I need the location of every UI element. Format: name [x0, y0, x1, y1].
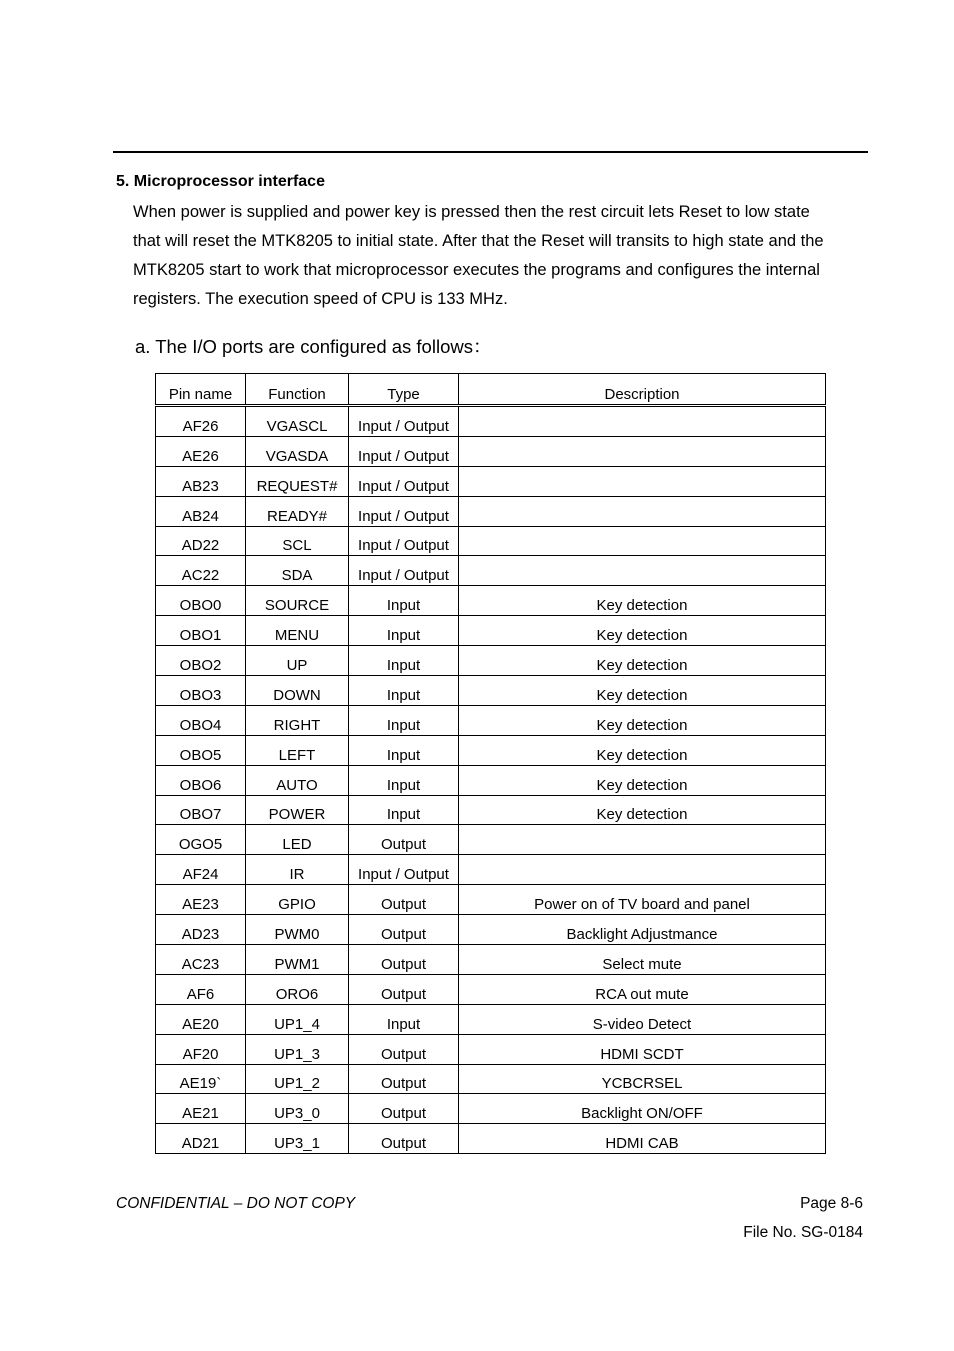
cell-type: Output — [349, 974, 459, 1004]
cell-description — [459, 436, 826, 466]
cell-description — [459, 825, 826, 855]
cell-pin-name: OBO5 — [156, 735, 246, 765]
cell-function: UP1_3 — [246, 1034, 349, 1064]
cell-function: POWER — [246, 795, 349, 825]
cell-description: Key detection — [459, 795, 826, 825]
cell-description: Key detection — [459, 676, 826, 706]
paragraph-line: registers. The execution speed of CPU is 133 MHz. — [133, 290, 508, 308]
cell-function: MENU — [246, 616, 349, 646]
header-pin-name: Pin name — [156, 374, 246, 406]
cell-type: Output — [349, 885, 459, 915]
cell-description — [459, 556, 826, 586]
cell-description: Key detection — [459, 586, 826, 616]
cell-function: LED — [246, 825, 349, 855]
cell-type: Input — [349, 646, 459, 676]
cell-pin-name: AF26 — [156, 406, 246, 437]
cell-pin-name: AE23 — [156, 885, 246, 915]
cell-description: S-video Detect — [459, 1004, 826, 1034]
table-row — [156, 586, 826, 616]
table-row — [156, 646, 826, 676]
cell-description: Key detection — [459, 765, 826, 795]
cell-function: PWM0 — [246, 915, 349, 945]
cell-pin-name: AE19` — [156, 1064, 246, 1094]
table-row — [156, 825, 826, 855]
cell-function: SCL — [246, 526, 349, 556]
cell-description — [459, 526, 826, 556]
table-body — [156, 406, 826, 1154]
section-paragraph — [133, 198, 873, 314]
cell-pin-name: OBO0 — [156, 586, 246, 616]
cell-pin-name: AC22 — [156, 556, 246, 586]
table-row — [156, 1034, 826, 1064]
file-number: File No. SG-0184 — [743, 1224, 863, 1241]
cell-pin-name: AE21 — [156, 1094, 246, 1124]
cell-type: Input / Output — [349, 496, 459, 526]
table-row — [156, 765, 826, 795]
cell-type: Input / Output — [349, 556, 459, 586]
cell-type: Output — [349, 1034, 459, 1064]
cell-pin-name: AD21 — [156, 1124, 246, 1154]
cell-function: LEFT — [246, 735, 349, 765]
table-row — [156, 974, 826, 1004]
cell-type: Input — [349, 795, 459, 825]
cell-function: READY# — [246, 496, 349, 526]
cell-type: Output — [349, 1064, 459, 1094]
header-function: Function — [246, 374, 349, 406]
cell-description: Key detection — [459, 646, 826, 676]
cell-function: VGASCL — [246, 406, 349, 437]
cell-description: Backlight Adjustmance — [459, 915, 826, 945]
header-description: Description — [459, 374, 826, 406]
io-ports-table — [155, 373, 826, 1154]
table-row — [156, 1124, 826, 1154]
cell-pin-name: AD23 — [156, 915, 246, 945]
cell-type: Input / Output — [349, 466, 459, 496]
cell-type: Output — [349, 825, 459, 855]
header-rule — [113, 151, 868, 153]
cell-function: REQUEST# — [246, 466, 349, 496]
cell-type: Input / Output — [349, 526, 459, 556]
cell-type: Input / Output — [349, 406, 459, 437]
table-header-row — [156, 374, 826, 406]
table-row — [156, 406, 826, 437]
cell-description: Backlight ON/OFF — [459, 1094, 826, 1124]
cell-description: RCA out mute — [459, 974, 826, 1004]
cell-description: Key detection — [459, 616, 826, 646]
cell-description: HDMI CAB — [459, 1124, 826, 1154]
cell-pin-name: AF24 — [156, 855, 246, 885]
cell-type: Input — [349, 705, 459, 735]
cell-description — [459, 406, 826, 437]
cell-pin-name: OBO1 — [156, 616, 246, 646]
table-row — [156, 1004, 826, 1034]
cell-function: UP3_0 — [246, 1094, 349, 1124]
table-row — [156, 616, 826, 646]
cell-description: YCBCRSEL — [459, 1064, 826, 1094]
cell-type: Input — [349, 586, 459, 616]
cell-function: SDA — [246, 556, 349, 586]
cell-pin-name: OBO7 — [156, 795, 246, 825]
table-row — [156, 795, 826, 825]
cell-type: Input — [349, 1004, 459, 1034]
table-row — [156, 705, 826, 735]
cell-function: ORO6 — [246, 974, 349, 1004]
cell-function: SOURCE — [246, 586, 349, 616]
cell-description: Key detection — [459, 705, 826, 735]
cell-description: Power on of TV board and panel — [459, 885, 826, 915]
table-row — [156, 885, 826, 915]
cell-pin-name: AE26 — [156, 436, 246, 466]
cell-function: PWM1 — [246, 945, 349, 975]
cell-type: Output — [349, 915, 459, 945]
section-heading: 5. Microprocessor interface — [116, 173, 325, 190]
table-row — [156, 1064, 826, 1094]
cell-pin-name: AF20 — [156, 1034, 246, 1064]
cell-description: HDMI SCDT — [459, 1034, 826, 1064]
cell-pin-name: AF6 — [156, 974, 246, 1004]
header-type: Type — [349, 374, 459, 406]
cell-pin-name: AE20 — [156, 1004, 246, 1034]
paragraph-line: that will reset the MTK8205 to initial state. After that the Reset will transits to high state and the — [133, 232, 824, 250]
cell-function: IR — [246, 855, 349, 885]
paragraph-line: When power is supplied and power key is pressed then the rest circuit lets Reset to low state — [133, 203, 810, 221]
cell-description — [459, 496, 826, 526]
cell-type: Output — [349, 945, 459, 975]
cell-function: UP — [246, 646, 349, 676]
cell-pin-name: OBO2 — [156, 646, 246, 676]
cell-type: Input — [349, 765, 459, 795]
cell-type: Input — [349, 616, 459, 646]
page-number: Page 8-6 — [800, 1195, 863, 1212]
table-row — [156, 676, 826, 706]
cell-function: UP1_2 — [246, 1064, 349, 1094]
cell-description — [459, 466, 826, 496]
cell-type: Output — [349, 1124, 459, 1154]
cell-function: UP3_1 — [246, 1124, 349, 1154]
cell-pin-name: OBO3 — [156, 676, 246, 706]
table-row — [156, 526, 826, 556]
cell-pin-name: AC23 — [156, 945, 246, 975]
table-row — [156, 496, 826, 526]
cell-function: GPIO — [246, 885, 349, 915]
cell-function: DOWN — [246, 676, 349, 706]
cell-description: Select mute — [459, 945, 826, 975]
confidential-notice: CONFIDENTIAL – DO NOT COPY — [116, 1195, 356, 1212]
cell-function: VGASDA — [246, 436, 349, 466]
cell-description — [459, 855, 826, 885]
cell-type: Input — [349, 676, 459, 706]
cell-type: Input / Output — [349, 855, 459, 885]
table-row — [156, 556, 826, 586]
table-row — [156, 735, 826, 765]
table-row — [156, 1094, 826, 1124]
cell-type: Input — [349, 735, 459, 765]
cell-type: Output — [349, 1094, 459, 1124]
cell-pin-name: AB24 — [156, 496, 246, 526]
cell-pin-name: OGO5 — [156, 825, 246, 855]
cell-pin-name: OBO4 — [156, 705, 246, 735]
table-row — [156, 466, 826, 496]
cell-pin-name: OBO6 — [156, 765, 246, 795]
cell-pin-name: AD22 — [156, 526, 246, 556]
cell-type: Input / Output — [349, 436, 459, 466]
cell-pin-name: AB23 — [156, 466, 246, 496]
table-row — [156, 855, 826, 885]
cell-function: RIGHT — [246, 705, 349, 735]
cell-description: Key detection — [459, 735, 826, 765]
cell-function: UP1_4 — [246, 1004, 349, 1034]
paragraph-line: MTK8205 start to work that microprocessor executes the programs and configures the internal — [133, 261, 820, 279]
table-row — [156, 915, 826, 945]
table-row — [156, 436, 826, 466]
table-row — [156, 945, 826, 975]
io-ports-subheading: a. The I/O ports are configured as follows： — [135, 336, 492, 357]
cell-function: AUTO — [246, 765, 349, 795]
